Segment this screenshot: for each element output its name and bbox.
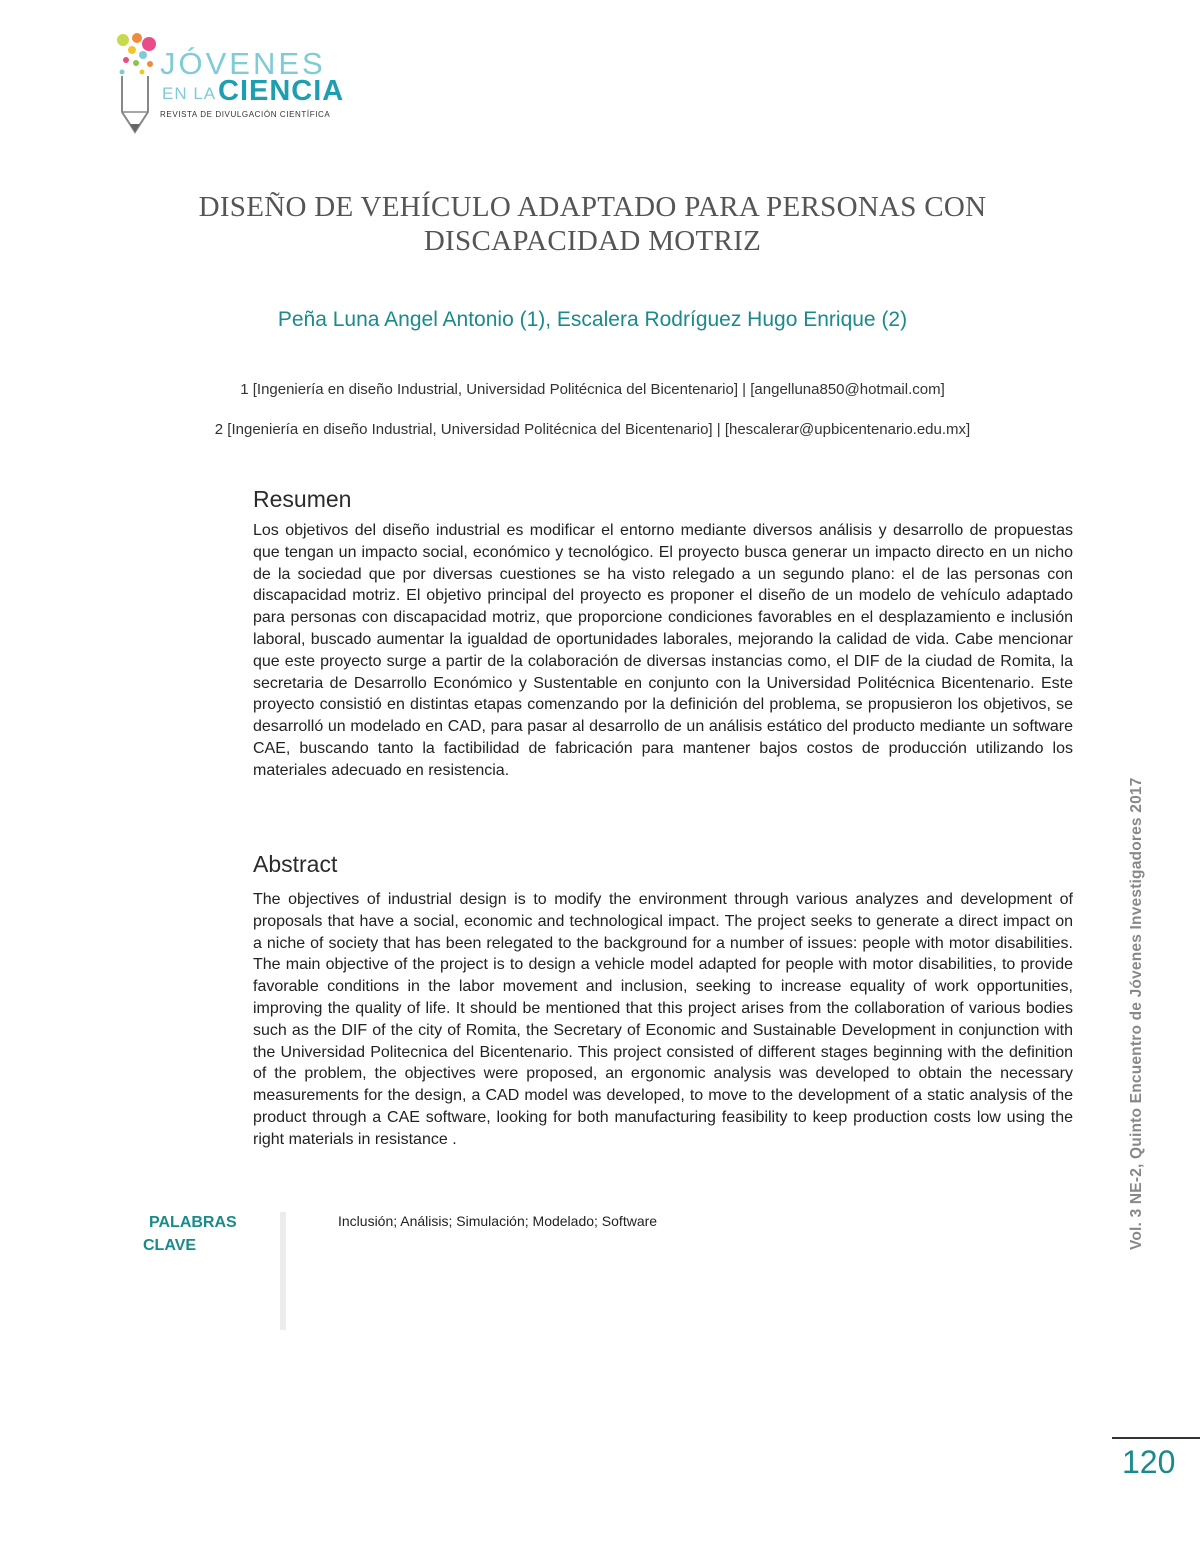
affiliation-1: 1 [Ingeniería en diseño Industrial, Universidad Politécnica del Bicentenario] | [angelluna850@hotmail.com] xyxy=(240,381,945,398)
volume-side-text: Vol. 3 NE-2, Quinto Encuentro de Jóvenes Investigadores 2017 xyxy=(1128,777,1145,1250)
logo-tagline: REVISTA DE DIVULGACIÓN CIENTÍFICA xyxy=(160,110,331,119)
page-number: 120 xyxy=(1122,1444,1176,1480)
logo-jovenes-text: JÓVENES xyxy=(160,46,326,81)
abstract-text: The objectives of industrial design is to modify the environment through various analyzes and development of proposals that have a social, economic and technological impact. The project seeks to generate a direct impact on a niche of society that has been relegated to the background for a number of issues: people with motor disabilities. The main objective of the project is to design a vehicle model adapted for people with motor disabilities, to provide favorable conditions in the labor movement and inclusion, seeking to increase equality of work opportunities, improving the quality of life. It should be mentioned that this project arises from the collaboration of various bodies such as the DIF of the city of Romita, the Secretary of Economic and Sustainable Development in conjunction with the Universidad Politecnica del Bicentenario. This project consisted of different stages beginning with the definition of the problem, the objectives were proposed, an ergonomic analysis was developed to obtain the necessary measurements for the design, a CAD model was developed, to move to the development of a static analysis of the product through a CAE software, looking for both manufacturing feasibility to keep production costs low using the right materials in resistance . xyxy=(253,891,1073,1148)
resumen-heading: Resumen xyxy=(253,486,352,512)
journal-logo xyxy=(112,30,352,140)
page-number-rule xyxy=(1112,1437,1200,1439)
logo-ciencia-text: CIENCIA xyxy=(218,75,345,107)
author-list: Peña Luna Angel Antonio (1), Escalera Rodríguez Hugo Enrique (2) xyxy=(277,308,908,331)
keywords-value: Inclusión; Análisis; Simulación; Modelado; Software xyxy=(338,1213,658,1229)
affiliation-2: 2 [Ingeniería en diseño Industrial, Universidad Politécnica del Bicentenario] | [hescalerar@upbicentenario.edu.mx] xyxy=(214,421,971,438)
abstract-heading: Abstract xyxy=(253,851,338,877)
keywords-label xyxy=(143,1211,253,1257)
resumen-text: Los objetivos del diseño industrial es modificar el entorno mediante diversos análisis y desarrollo de propuestas que tengan un impacto social, económico y tecnológico. El proyecto busca generar un impacto directo en un nicho de la sociedad que por diversas cuestiones se ha visto relegado a un segundo plano: el de las personas con discapacidad motriz. El objetivo principal del proyecto es proponer el diseño de un modelo de vehículo adaptado para personas con discapacidad motriz, que proporcione condiciones favorables en el desplazamiento e inclusión laboral, buscado aumentar la igualdad de oportunidades laborales, mejorando la calidad de vida. Cabe mencionar que este proyecto surge a partir de la colaboración de diversas instancias como, el DIF de la ciudad de Romita, la secretaria de Desarrollo Económico y Sustentable en conjunto con la Universidad Politécnica Bicentenario. Este proyecto consistió en distintas etapas comenzando por la definición del problema, se propusieron los objetivos, se desarrolló un modelado en CAD, para pasar al desarrollo de un análisis estático del producto mediante un software CAE, buscando tanto la factibilidad de fabricación para mantener bajos costos de producción utilizando los materiales adecuado en resistencia. xyxy=(253,522,1073,779)
logo-en-la-text: EN LA xyxy=(162,84,217,103)
keywords-label-line1: PALABRAS xyxy=(149,1214,237,1231)
keywords-divider xyxy=(280,1212,286,1330)
paper-title: DISEÑO DE VEHÍCULO ADAPTADO PARA PERSONAS CON DISCAPACIDAD MOTRIZ xyxy=(198,191,987,257)
keywords-label-line2: CLAVE xyxy=(143,1237,197,1254)
